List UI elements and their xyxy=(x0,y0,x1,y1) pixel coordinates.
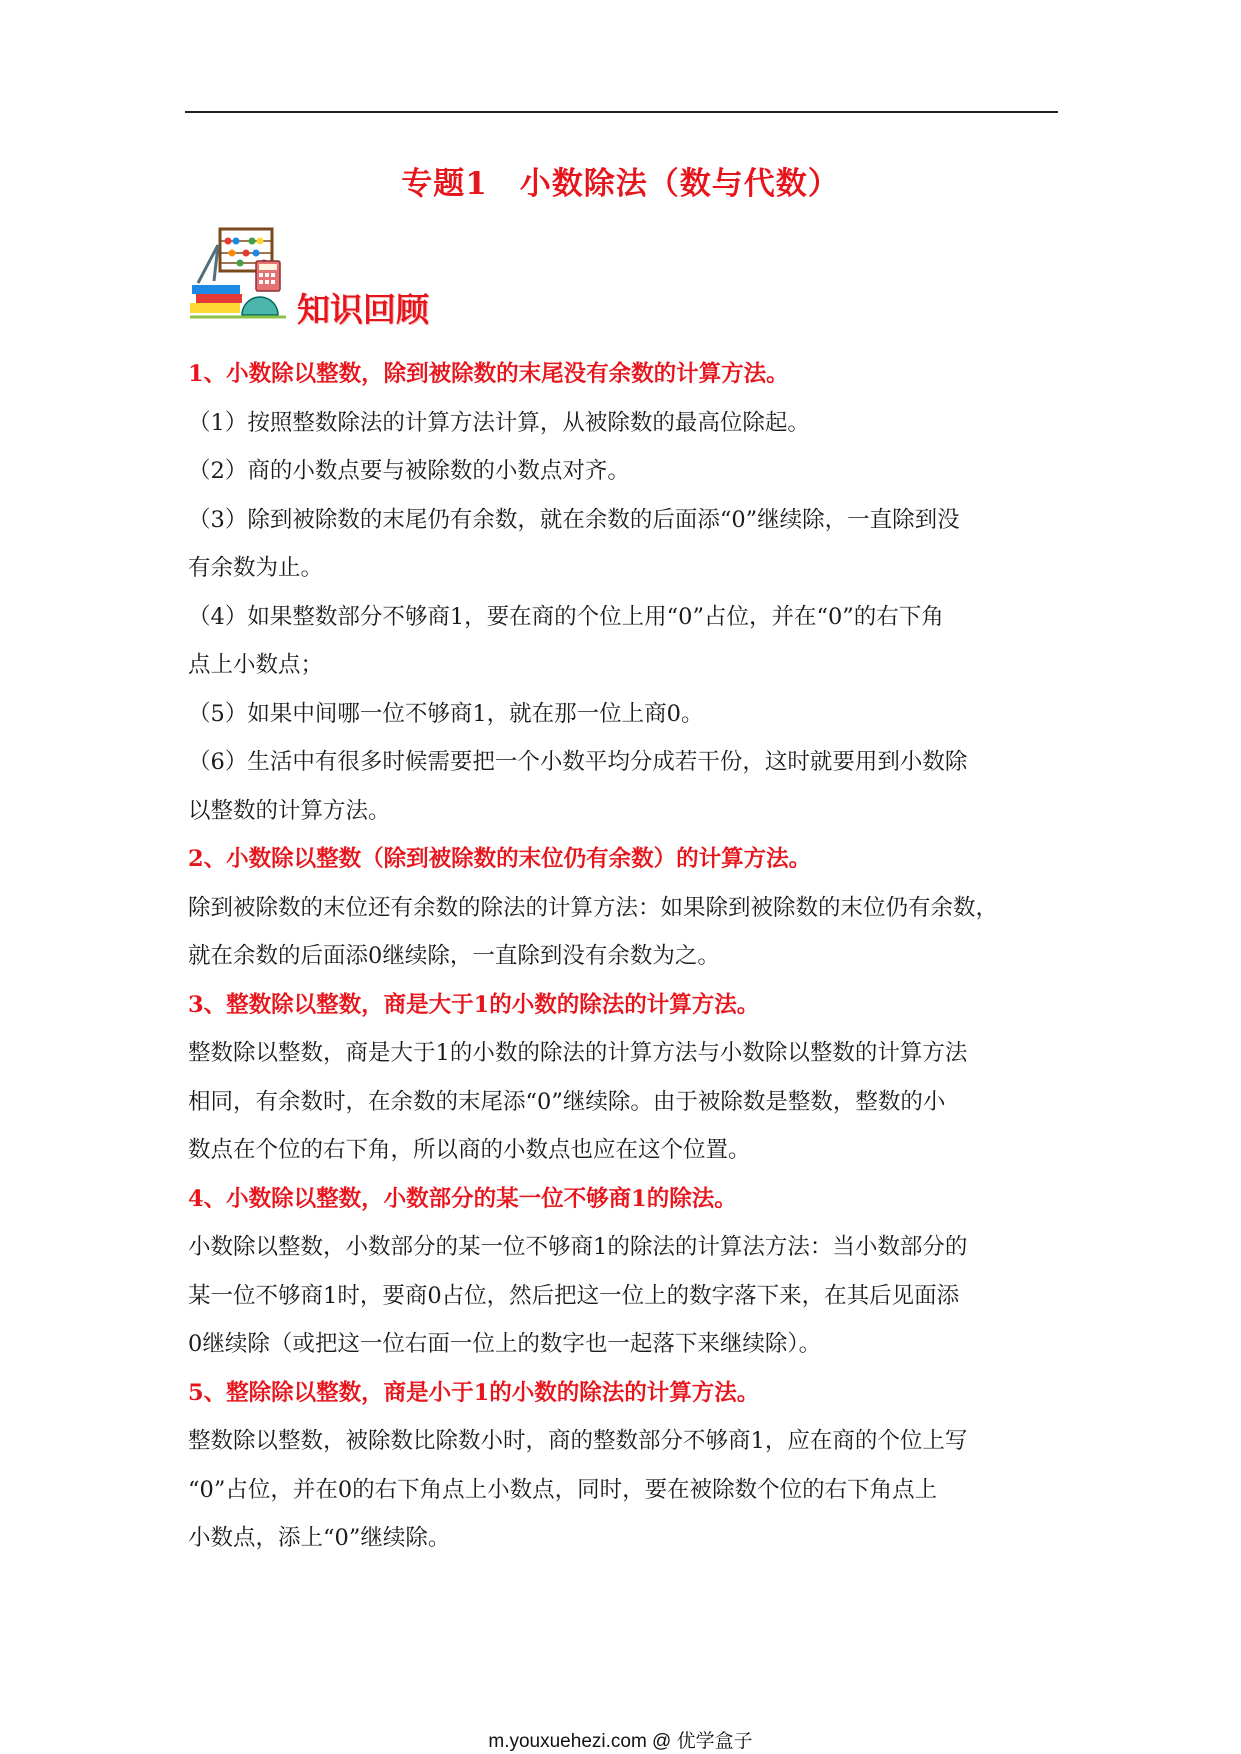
page-title: 专题1 小数除法（数与代数） xyxy=(401,166,840,202)
paragraph-line: 小数除以整数，小数部分的某一位不够商1的除法的计算法方法：当小数部分的 xyxy=(188,1234,968,1260)
study-tools-icon xyxy=(190,225,290,321)
section-label: 知识回顾 xyxy=(297,290,429,329)
section-heading: 1、小数除以整数，除到被除数的末尾没有余数的计算方法。 xyxy=(188,361,789,387)
paragraph-line: 除到被除数的末位还有余数的除法的计算方法：如果除到被除数的末位仍有余数， xyxy=(188,894,999,921)
section-heading: 5、整除除以整数，商是小于1的小数的除法的计算方法。 xyxy=(188,1379,760,1406)
paragraph-line: （5）如果中间哪一位不够商1，就在那一位上商0。 xyxy=(188,700,704,727)
paragraph-line: 某一位不够商1时，要商0占位，然后把这一位上的数字落下来，在其后见面添 xyxy=(188,1282,960,1309)
header-rule xyxy=(185,111,1058,113)
section-heading: 4、小数除以整数，小数部分的某一位不够商1的除法。 xyxy=(188,1185,737,1212)
section-heading: 3、整数除以整数，商是大于1的小数的除法的计算方法。 xyxy=(188,991,760,1018)
paragraph-line: （6）生活中有很多时候需要把一个小数平均分成若干份，这时就要用到小数除 xyxy=(188,749,968,775)
section-header xyxy=(190,225,450,330)
paragraph-line: 整数除以整数，被除数比除数小时，商的整数部分不够商1，应在商的个位上写 xyxy=(188,1428,968,1454)
paragraph-line: 以整数的计算方法。 xyxy=(188,797,391,824)
paragraph-line: （2）商的小数点要与被除数的小数点对齐。 xyxy=(188,458,630,484)
paragraph-line: （1）按照整数除法的计算方法计算，从被除数的最高位除起。 xyxy=(188,409,810,436)
content-body xyxy=(188,350,1064,1563)
paragraph-line: “0”占位，并在0的右下角点上小数点，同时，要在被除数个位的右下角点上 xyxy=(188,1476,938,1503)
paragraph-line: 0继续除（或把这一位右面一位上的数字也一起落下来继续除）。 xyxy=(188,1331,822,1357)
paragraph-line: （4）如果整数部分不够商1，要在商的个位上用“0”占位，并在“0”的右下角 xyxy=(188,603,944,630)
paragraph-line: 就在余数的后面添0继续除，一直除到没有余数为之。 xyxy=(188,943,720,969)
paragraph-line: 点上小数点； xyxy=(188,652,324,678)
paragraph-line: 相同，有余数时，在余数的末尾添“0”继续除。由于被除数是整数，整数的小 xyxy=(188,1088,946,1115)
section-heading: 2、小数除以整数（除到被除数的末位仍有余数）的计算方法。 xyxy=(188,846,812,872)
footer-source: m.youxuehezi.com @ 优学盒子 xyxy=(488,1731,753,1752)
paragraph-line: 数点在个位的右下角，所以商的小数点也应在这个位置。 xyxy=(188,1137,751,1163)
paragraph-line: 有余数为止。 xyxy=(188,555,324,581)
paragraph-line: 小数点，添上“0”继续除。 xyxy=(188,1525,451,1551)
paragraph-line: （3）除到被除数的末尾仍有余数，就在余数的后面添“0”继续除，一直除到没 xyxy=(188,506,960,533)
paragraph-line: 整数除以整数，商是大于1的小数的除法的计算方法与小数除以整数的计算方法 xyxy=(188,1040,968,1066)
